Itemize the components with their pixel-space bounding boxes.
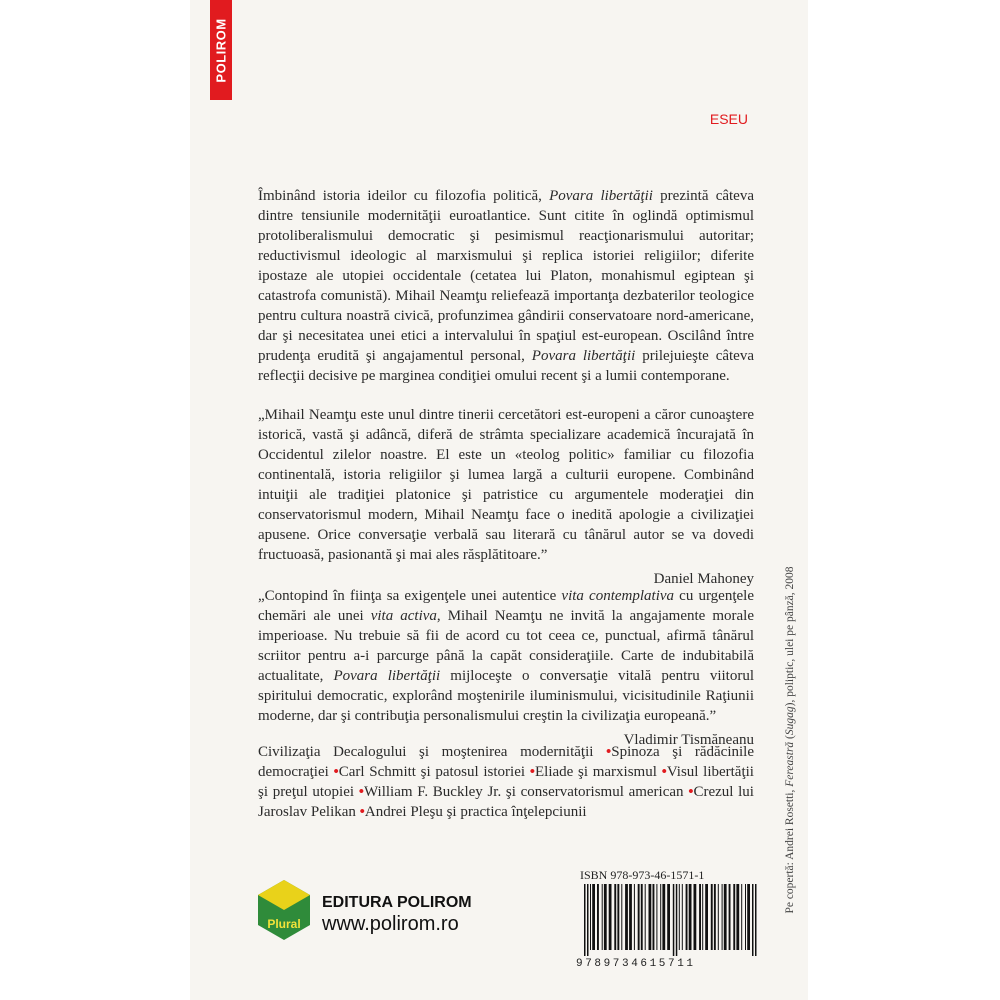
plural-logo — [256, 878, 312, 942]
barcode-bar — [722, 884, 723, 950]
barcode-bar — [602, 884, 603, 950]
review-quote-1-author: Daniel Mahoney — [653, 571, 754, 587]
barcode-bar — [597, 884, 599, 950]
barcode-bar — [609, 884, 612, 950]
barcode-bar — [699, 884, 701, 950]
italic-title: Povara libertăţii — [549, 188, 653, 204]
topic-item: • Carl Schmitt şi patosul istoriei — [329, 764, 525, 780]
review-quote-1 — [258, 405, 754, 589]
review-quote-2 — [258, 586, 754, 750]
barcode-bar — [711, 884, 713, 950]
topic-item: • Crezul lui Jaroslav Pelikan — [258, 784, 754, 820]
isbn-text: ISBN 978-973-46-1571-1 — [580, 868, 705, 882]
barcode-bar — [625, 884, 628, 950]
barcode-bar — [614, 884, 616, 950]
cover-credit — [784, 566, 796, 913]
barcode-bar — [667, 884, 670, 950]
barcode-bar — [617, 884, 619, 950]
barcode-bar — [682, 884, 683, 950]
barcode-bar — [656, 884, 657, 950]
barcode-bar — [694, 884, 697, 950]
text-run: ( — [784, 735, 796, 742]
text-run: Îmbinând istoria ideilor cu filozofia politică, — [258, 188, 550, 204]
topic-item: • Eliade şi marxismul — [525, 764, 657, 780]
barcode-bar — [747, 884, 750, 950]
barcode-bar — [729, 884, 731, 950]
barcode-bar — [714, 884, 716, 950]
barcode-bar — [705, 884, 708, 950]
chapter-topics — [258, 742, 754, 822]
barcode-bar — [645, 884, 646, 950]
barcode-bar — [718, 884, 719, 950]
barcode-bar — [741, 884, 742, 950]
italic-title: vita activa — [370, 608, 437, 624]
barcode-bar — [679, 884, 680, 950]
barcode-bar — [702, 884, 703, 950]
barcode-bar — [641, 884, 643, 950]
text-run: mijloceşte o conversaţie vitală pentru viitorul spiritului democratic, explorând moştenirile iluminismului, vicisitudinile Raţiunii moderne, dar şi contribuţia personalismului creştin la civilizaţia europeană.” — [258, 668, 754, 724]
text-run: ), poliptic, ulei pe pânză, 2008 — [784, 566, 796, 707]
barcode-bar — [662, 884, 665, 950]
barcode-bar — [638, 884, 640, 950]
barcode-bar — [689, 884, 692, 950]
topic-item: • Andrei Pleşu şi practica înţelepciunii — [356, 804, 587, 820]
italic-title: Fereastră — [784, 741, 796, 787]
text-run: Pe copertă: Andrei Rosetti, — [784, 786, 796, 914]
topic-item: Civilizaţia Decalogului şi moştenirea modernităţii — [258, 744, 594, 760]
italic-title: Povara libertăţii — [333, 668, 441, 684]
review-quote-2-text — [258, 586, 754, 726]
publisher-tab — [210, 0, 232, 100]
barcode-bar — [587, 884, 589, 956]
text-run: „Contopind în fiinţa sa exigenţele unei autentice — [258, 588, 562, 604]
barcode-bar — [686, 884, 688, 950]
italic-title: Sugag — [784, 706, 796, 736]
genre-label: ESEU — [709, 111, 748, 127]
topic-item: • Visul libertăţii şi preţul utopiei — [258, 764, 754, 800]
cover-credit-strip — [780, 490, 800, 990]
review-quote-2-author: Vladimir Tismăneanu — [623, 732, 754, 748]
topic-item: • Spinoza şi rădăcinile democraţiei — [258, 744, 754, 780]
barcode-bar — [676, 884, 678, 956]
publisher-website[interactable]: www.polirom.ro — [322, 913, 459, 935]
logo-text: Plural — [267, 917, 301, 931]
barcode-bar — [733, 884, 735, 950]
barcode-bar — [649, 884, 652, 950]
barcode-bar — [653, 884, 655, 950]
book-description — [258, 186, 754, 386]
barcode-bar — [673, 884, 675, 956]
publisher-name: EDITURA POLIROM — [322, 894, 472, 911]
barcode-bar — [590, 884, 591, 950]
italic-title: vita contemplativa — [561, 588, 675, 604]
text-run: cu urgenţele chemări ale unei — [258, 588, 754, 624]
barcode-bar — [736, 884, 739, 950]
barcode-bar — [660, 884, 661, 950]
review-quote-1-text — [258, 405, 754, 565]
text-run: prezintă câteva dintre tensiunile modernităţii euroatlantice. Sunt citite în oglindă optimismul protoliberalismului democratic şi pesimismul reacţionarismului autoritar; reductivismul ideologic al marxismului şi replica istoriei religiilor; diferite ipostaze ale utopiei occidentale (cetatea lui Platon, monahismul egiptean şi catastrofa comunistă). Mihail Neamţu reliefează importanţa dezbaterilor teologice pentru cultura noastră civică, profunzimea gândirii conservatoare nord-americane, dar şi necesitatea unei etici a intervalului în spaţiul est-european. Oscilând între prudenţa erudită şi angajamentul personal, — [258, 188, 754, 364]
barcode-bar — [621, 884, 622, 950]
barcode-bar — [629, 884, 632, 950]
text-run: , Mihail Neamţu ne invită la angajamente morale imperioase. Nu trebuie să fii de acord cu tot ceea ce, punctual, afirmă tânărul scriitor pentru a-i parcurge până la capăt consideraţiile. Carte de indubitabilă actualitate, — [258, 608, 754, 684]
barcode-bar — [634, 884, 635, 950]
barcode-bar — [724, 884, 727, 950]
barcode-bar — [745, 884, 746, 950]
text-run: „Mihail Neamţu este unul dintre tinerii cercetători est-europeni a căror cunoaştere istorică, vastă şi adâncă, diferă de strâmta specializare academică încurajată în Occidentul zilelor noastre. El este un «teolog politic» familiar cu filozofia continentală, istoria religiilor şi lumea largă a culturii europene. Combinând intuiţii ale tradiţiei platonice şi patristice cu argumentele moderaţiei din conservatorismul modern, Mihail Neamţu face o inedită apologie a civilizaţiei apusene. Orice conversaţie verbală sau literară cu tânărul autor se va dovedi fructuoasă, pasionantă şi mai ales răsplătitoare.” — [258, 407, 754, 563]
barcode-number: 9789734615711 — [576, 958, 696, 970]
italic-title: Povara libertăţii — [531, 348, 636, 364]
publisher-tab-label: POLIROM — [213, 17, 229, 83]
text-run: prilejuieşte câteva reflecţii decisive pe marginea condiţiei omului recent şi a lumii contemporane. — [258, 348, 754, 384]
barcode-bar — [752, 884, 754, 956]
barcode-bar — [584, 884, 586, 956]
barcode-bar — [604, 884, 607, 950]
barcode — [582, 884, 758, 956]
barcode-bar — [592, 884, 595, 950]
topic-item: • William F. Buckley Jr. şi conservatorismul american — [354, 784, 684, 800]
barcode-bar — [755, 884, 757, 956]
